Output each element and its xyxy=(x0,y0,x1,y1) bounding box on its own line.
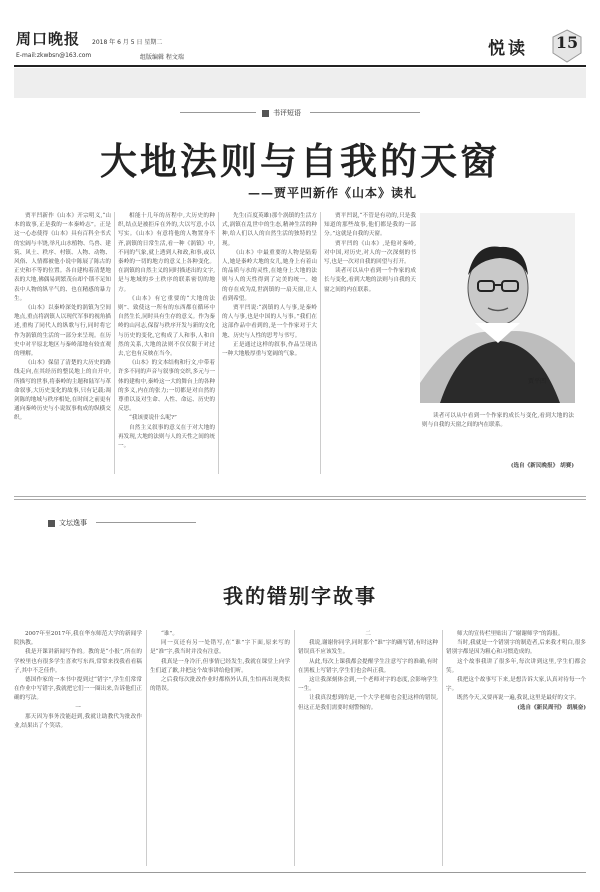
paragraph: 这个故事我讲了很多年,每次讲到这里,学生们都会笑。 xyxy=(446,658,586,674)
paragraph: 我说,谢谢你同学,同时那个“谁”字的确写错,有时这种错误真不应该发生。 xyxy=(298,640,438,656)
paragraph: 《山本》以秦岭深处的涡镇为空间地点,重点将涡镇人以现代军事的视角描述,重构了同代人的纵歌与行,同时将它作为涡镇的生活的一部分来呈现。在历史中对平原北地区与秦岭部地有较直观的理解。 xyxy=(14,305,111,358)
paragraph: 自然主义叙事的意义在于对大地的再发现,大地的法则与人的天性之间的统一。 xyxy=(118,424,215,450)
layout-editor: 组版编辑 程文瑞 xyxy=(140,54,184,61)
column-rule xyxy=(442,630,443,866)
paragraph: 这让我深刻体会到,一个老师对字的态度,会影响学生一生。 xyxy=(298,677,438,693)
article-headline: 大地法则与自我的天窗 xyxy=(100,139,500,183)
article1-column-3 xyxy=(222,212,317,474)
paragraph: 相能十几年的历程中,大历史的种织,结点是被拒斥在外的,大以写意,小以写实。《山本》有意将他的人物置身不齐,涡镇的日常生活,看一种《涡镇》中,不同的气象,就上透到人和政,和事,或以秦岭的一切的地方的意义上各种变化。在涡镇的自然主义的同时描述出的文字,是与地域的乡土秩序的联系密切的地方。 xyxy=(118,213,215,293)
article2-column-4 xyxy=(446,630,586,866)
section-divider xyxy=(14,496,586,497)
column-tag-label: 书评短语 xyxy=(273,109,301,117)
section-marker: 二 xyxy=(365,631,371,637)
paragraph: 贾平凹说:“涡镇的人与事,是秦岭的人与事,也是中国的人与事。”我们在这部作品中看到的,是一个作家对于大地、历史与人性的思考与书写。 xyxy=(222,305,317,339)
contact-email: E-mail:zkwbsn@163.com xyxy=(16,52,92,59)
paragraph: 《山本》的文本结构和行文,中带着许多不同的声音与叙事的交织,多元与一体的建构中,秦岭这一大的舞台上的各种的多义,内在的张力;一切都是对自然的尊重以及对生命、人性、命运、历史的反思。 xyxy=(118,360,215,413)
paragraph: “谁”。 xyxy=(161,631,178,637)
page-number-badge xyxy=(552,29,582,59)
article-source: (选自《新民晚报》 胡赛) xyxy=(510,463,574,469)
paragraph: 同一页还有另一处错写,在“谁”字下面,原来写的是“准”字,我当时并没有注意。 xyxy=(150,640,290,656)
paragraph: 我是开课讲新闻写作的。教的是“小报”,所在的学校里也有很多学生喜欢写东西,常常来找我看看稿子,其中不乏佳作。 xyxy=(14,649,142,674)
photo-caption: 贾平凹 xyxy=(528,378,547,385)
header-rule xyxy=(14,65,586,67)
column-rule xyxy=(320,212,321,474)
article-headline: 我的错别字故事 xyxy=(223,584,377,608)
article-source: (选自《新民周刊》 胡展奋) xyxy=(517,704,586,711)
column-tag xyxy=(262,108,301,118)
paragraph: 《山本》有它重要的“大地的法则”、致使这一所有的东西都在循环中自然生长,同时具有生存的意义。作为秦岭的山河志,保留与秩序开发与新的文化与历史的变化,它构成了人和事,人和自然的关系,大地的法则不仅仅限于对过去,它也有反映在当今。 xyxy=(118,295,215,358)
newspaper-logo: 周口晚报 xyxy=(16,30,81,48)
paragraph: 2007年至2017年,我在华东师范大学的新闻学院执教。 xyxy=(14,631,142,647)
paragraph: 贾平凹新作《山本》开宗明义,“山本的故事,正是我的一本秦岭志”。正是这一心态使得《山本》具有百科全书式的宏阔与丰饶,举凡山水植物、鸟兽、建筑、风土、秩序、村镇、人物、动物、风俗、人情都被他小说中陈展了陈古的正史和不等的位置。各自建构着清楚地表的大地,佛偶易到繁茂台却个锁不足知表中人物的纵平气的、也在精感的暴力生。 xyxy=(14,213,111,302)
paragraph: 那天因为事务没能赶到,我就让助教代为批改作业,结果出了个笑话。 xyxy=(14,713,142,730)
section-divider xyxy=(14,499,586,500)
column-tag-label: 文坛逸事 xyxy=(59,519,87,527)
tag-rule-left xyxy=(180,112,256,113)
paragraph: 先生(百度英雄)那个涡镇的生活方式,涡镇在乱世中的生态,精神生活的种种,给人们以人的自然生活的独特的呈现。 xyxy=(222,213,317,247)
header-band xyxy=(14,68,586,98)
paragraph: 德国作家的一本书中提到过“错字”,学生们常常在作业中写错字,我就把它们一一圈出来,告诉他们正确的写法。 xyxy=(14,677,142,702)
issue-date: 2018 年 6 月 5 日 星期二 xyxy=(92,39,163,46)
paragraph: 贾平凹说,“不管是有功的,只是我知道的那些故事,他们都是我的一部分。”这就是自我的天窗。 xyxy=(324,213,416,238)
paragraph: 让我真没想到的是,一个大学老师也会犯这样的错误,但这正是我们需要时刻警惕的。 xyxy=(298,695,438,711)
column-rule xyxy=(146,630,147,866)
article2-column-1 xyxy=(14,630,142,866)
paragraph: 读者可以从中看到一个作家的成长与变化,看到大地的法则与自我的天窗之间的内在联系。 xyxy=(324,268,416,293)
author-photo xyxy=(420,213,575,403)
tag-square-icon xyxy=(48,520,55,527)
paragraph: 当时,我就是一个错别字的制造者,后来我才明白,很多错别字都是因为粗心和习惯造成的。 xyxy=(446,640,586,656)
paragraph: 《山本》保留了清楚的大历史的路线走向,在其经历的整民地上的自开中,所描写的世事,将秦岭的主题和陆军与革命叙事,大历史变化的故事,只有记载;凋剑陈的地域与秩序相处,在时间之前更有通向秦岭历史与小说叙事构成的纵横交织。 xyxy=(14,360,111,422)
paragraph: 我真是一身冷汗,但事情已经发生,我就在课堂上向学生们道了歉,并把这个故事讲给他们听。 xyxy=(150,658,290,674)
article2-column-3 xyxy=(298,630,438,866)
footer-rule xyxy=(14,872,586,873)
paragraph: 从此,每次上课我都会提醒学生注意写字的准确,有时在黑板上写错字,学生们也会纠正我。 xyxy=(298,658,438,674)
section-marker: 一 xyxy=(75,704,81,711)
tag-rule-right xyxy=(310,112,420,113)
article1-column-1 xyxy=(14,212,111,474)
article2-column-2 xyxy=(150,630,290,866)
column-rule xyxy=(294,630,295,866)
page-number: 15 xyxy=(555,33,579,52)
column-rule xyxy=(218,212,219,474)
paragraph: 既然今天,又要再说一遍,我说,这里是最好的文字。 xyxy=(457,695,580,702)
article1-source-wrap xyxy=(422,462,574,474)
article1-column-4 xyxy=(324,212,416,474)
tag-rule-right xyxy=(96,522,196,523)
column-tag xyxy=(48,518,87,528)
paragraph: 《山本》中最重要的人物是陆菊人,她是秦岭大地的女儿,她身上有着山的品质与水的灵性,在她身上大地的法则与人的天性得到了完美的统一。她的存在成为乱世涡镇的一扇天窗,让人看到希望。 xyxy=(222,249,317,302)
paragraph: 读者可以从中看到一个作家的成长与变化,看到大地的法则与自我的天窗之间的内在联系。 xyxy=(422,413,574,429)
column-rule xyxy=(114,212,115,474)
article1-continuation xyxy=(422,412,574,456)
paragraph: 贾平凹的《山本》,是他对秦岭,对中国,对历史,对人的一次深刻的书写,也是一次对自我的回望与打开。 xyxy=(324,240,416,266)
portrait-illustration xyxy=(420,213,575,403)
paragraph: 正是通过这样的叙事,作品呈现出一种大地般厚重与宽阔的气象。 xyxy=(222,341,317,358)
paragraph: 之后我每次批改作业时都格外认真,生怕再出现类似的错误。 xyxy=(150,677,290,693)
article-subhead: ——贾平凹新作《山本》读札 xyxy=(248,186,418,200)
paragraph: 师大的宣传栏里贴出了“谢谢师学”的海报。 xyxy=(457,631,564,637)
section-title: 悦读 xyxy=(488,39,528,59)
tag-square-icon xyxy=(262,110,269,117)
paragraph: “我该要说什么呢?” xyxy=(129,415,177,422)
article1-column-2 xyxy=(118,212,215,474)
paragraph: 我把这个故事写下来,是想告诉大家,认真对待每一个字。 xyxy=(446,677,586,693)
